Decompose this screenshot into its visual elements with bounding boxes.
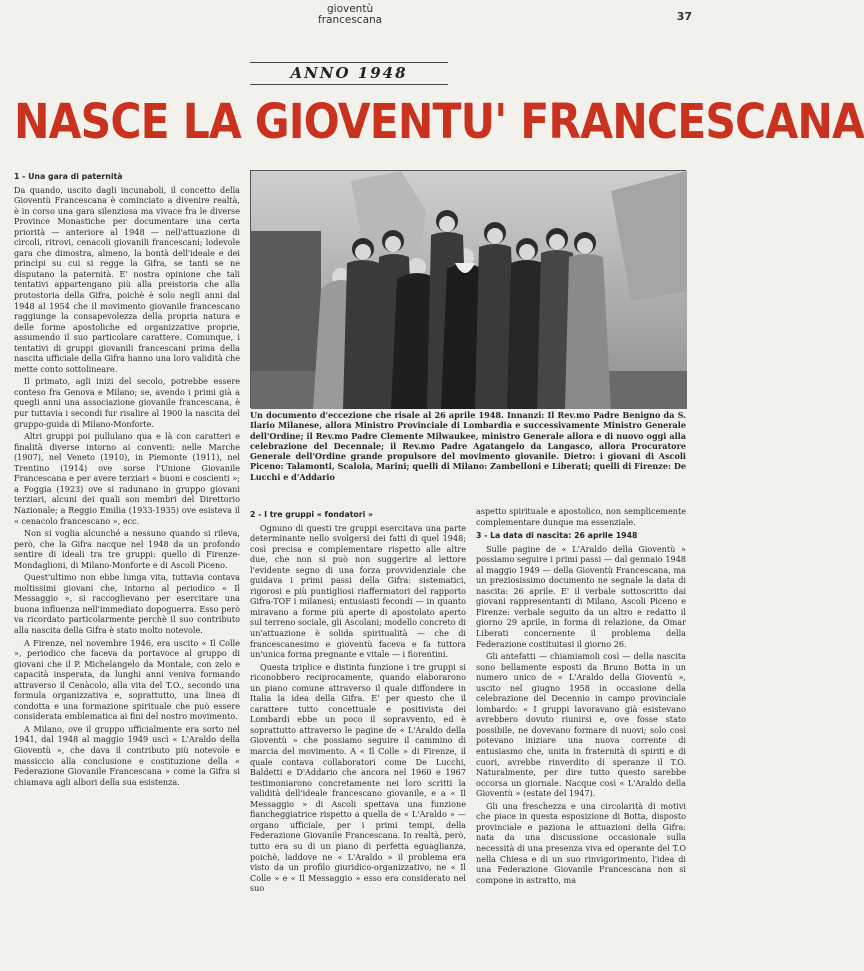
running-head: [318, 4, 382, 26]
column-1: [14, 168, 240, 966]
paragraph: A Milano, ove il gruppo ufficialmente era sorto nel 1941, dal 1948 al maggio 1949 uscì « L'Araldo della Gioventù », che dava il contributo più notevole e massiccio alla conclusione e costituzione della « Federazione Giovanile Francescana » come la Gifra si chiamava agli albori della sua esistenza.: [14, 723, 240, 787]
paragraph: Quest'ultimo non ebbe lunga vita, tuttavia contava moltissimi giovani che, intorno al periodico « Il Messaggio », si raccoglievano per esercitare una buona influenza nell'immediato dopoguerra. Esso però va ricordato particolarmente perchè il suo contributo alla nascita della Gifra è stato molto notevole.: [14, 572, 240, 635]
column-3: [476, 506, 686, 966]
section-heading-1: 1 - Una gara di paternità: [14, 172, 123, 181]
photo-image: [251, 171, 687, 409]
magazine-name-line2: francescana: [318, 14, 383, 26]
paragraph: Sulle pagine de « L'Araldo della Gioventù » possiamo seguire i primi passi — dal gennaio 1948 al maggio 1949 — della Gioventù Francescana, ma un preziosissimo documento ne segnale la data di nascita: 26 aprile. E' il verbale sottoscritto dai giovani rappresentanti di Milano, Ascoli Piceno e Firenze: verbale seguito da un altro e redatto il giorno 29 aprile, in forma di relazione, da Omar Liberati concernente il problema della Federazione costituitasi il giorno 26.: [476, 543, 686, 649]
article-headline: NASCE LA GIOVENTU' FRANCESCANA: [14, 94, 864, 150]
photo-caption: Un documento d'eccezione che risale al 26 aprile 1948. Innanzi: Il Rev.mo Padre Benigno da S. Ilario Milanese, allora Ministro Provinciale di Lombardia e successivamente Ministro Generale dell'Ordine; il Rev.mo Padre Clemente Milwaukee, ministro Generale allora e di nuovo oggi alla celebrazione del Decennale; il Rev.mo Padre Agatangelo da Langasco, allora Procuratore Generale dell'Ordine grande propulsore del movimento giovanile. Dietro: i giovani di Ascoli Piceno: Talamonti, Scalola, Marini; quelli di Milano: Zambelloni e Liberati; quelli di Firenze: De Lucchi e d'Addario: [250, 410, 686, 482]
paragraph: Gli una freschezza e una circolarità di motivi che piace in questa esposizione di Botta, disposto provinciale e paziona le attuazioni della Gifra: nata da una discussione occasionale sulla necessità di una presenza viva ed operante del T.O nella Chiesa e di un suo rinvigorimento, l'idea di una Federazione Giovanile Francescana non si compone in astratto, ma: [476, 800, 686, 885]
column-2: [250, 506, 466, 966]
year-banner: ANNO 1948: [290, 64, 408, 82]
paragraph: Non si voglia alcunché a nessuno quando si rileva, però, che la Gifra nacque nel 1948 da un profondo sentire di ideali tra tre gruppi: quello di Firenze-Mondaglioni, di Milano-Monforte e di Ascoli Piceno.: [14, 528, 240, 570]
paragraph-continuation: aspetto spirituale e apostolico, non semplicemente complementare dunque ma essenziale.: [476, 506, 686, 527]
paragraph: Altri gruppi poi pullulano qua e là con caratteri e finalità diverse intorno ai conventi: nelle Marche (1907), nel Veneto (1910), in Piemonte (1911), nel Trentino (1914) ove sorse l'Unione Giovanile Francescana e per avere terziari « buoni e coscienti »; a Foggia (1923) ove si radunano in gruppo giovani terziari, alcuni dei quali son membri del Direttorio Nazionale; a Reggio Emilia (1933-1935) ove esisteva il « cenacolo francescano », ecc.: [14, 431, 240, 526]
paragraph: Ognuno di questi tre gruppi esercitava una parte determinante nello svolgersi dei fatti di quel 1948; così precisa e complementare rispetto alle altre due, che non si può non suggerire al lettore l'evidente segno di una forza provvidenziale che guidava i primi passi della Gifra: sistematici, rigorosi e più puntigliosi riaffermatori del rapporto Gifra-TOF i milanesi; entusiasti fecondi — in quanto miravano a forme più aperte di apostolato aperto sul terreno sociale, gli Ascolani; modello concreto di un'attuazione è solida spiritualità — che di francescanesimo e gioventù faceva e fa tuttora un'unica forma pregnante e vitale — i fiorentini.: [250, 522, 466, 660]
paragraph: Il primato, agli inizi del secolo, potrebbe essere conteso fra Genova e Milano; se, avendo i primi già a quegli anni una associazione giovanile francescana, è pur tuttavia i secondi fur risalire al 1900 la nascita del gruppo-guida di Milano-Monforte.: [14, 376, 240, 429]
paragraph: A Firenze, nel novembre 1946, era uscito « Il Colle », periodico che faceva da portavoce al gruppo di giovani che il P. Michelangelo da Montale, con zelo e capacità insperata, da lunghi anni veniva formando attraverso il Cenàcolo, alla vita del T.O., secondo una formula organizzativa e, soprattutto, una linea di condotta e una formazione spirituale che può essere considerata emblematica ai fini del nostro movimento.: [14, 637, 240, 722]
page-number: 37: [676, 10, 692, 23]
paragraph: Da quando, uscito dagli incunaboli, il concetto della Gioventù Francescana è cominciato a divenire realtà, è in corso una gara silenziosa ma vivace fra le diverse Province Monastiche per documentare una certa priorità — anteriore al 1948 — nell'attuazione di circoli, ritrovi, cenacoli giovanili francescani; lodevole gara che dimostra, almeno, la bontà dell'ideale e dei princìpi su cui si regge la Gifra, se tanti se ne disputano la paternità. E' nostra opinione che tali tentativi appartengano più alla preistoria che alla protostoria della Gifra, poichè è solo negli anni dal 1948 al 1954 che il movimento giovanile francescano raggiunge la consapevolezza della propria natura e delle forme apostoliche ed organizzative proprie, assumendo il suo particolare carattere. Comunque, i tentativi di gruppi giovanili francescani prima della nascita ufficiale della Gifra hanno una loro validità che mette conto sottolineare.: [14, 184, 240, 374]
banner-rule-top: [250, 62, 448, 63]
section-heading-3: 3 - La data di nascita: 26 aprile 1948: [476, 531, 638, 541]
group-photograph: [250, 170, 686, 408]
paragraph: Questa triplice e distinta funzione i tre gruppi si riconobbero reciprocamente, quando elaborarono un piano comune attraverso il quale diffondere in Italia la idea della Gifra. E' per questo che il carattere tutto concettuale e positivista dei Lombardi ebbe un poco il sopravvento, ed è soprattutto attraverso le pagine de « L'Araldo della Gioventù » che possiamo seguire il cammino di marcia del movimento. A « Il Colle » di Firenze, il quale contava collaboratori come De Lucchi, Baldetti e D'Addario che ancora nel 1960 e 1967 testimoniarono concretamente nei loro scritti la validità dell'ideale francescano giovanile, e a « Il Messaggio » di Ascoli spettava una funzione fiancheggiatrice rispetto a quella de « L'Araldo » — organo ufficiale, per i primi tempi, della Federazione Giovanile Francescana. In realtà, però, tutto era su di un piano di perfetta eguaglianza, poichè, laddove ne « L'Araldo » il problema era visto da un profilo giuridico-organizzativo, ne « Il Colle » e « Il Messaggio » esso era considerato nel suo: [250, 661, 466, 894]
banner-rule-bottom: [250, 84, 448, 85]
paragraph: Gli antefatti — chiamiamoli così — della nascita sono bellamente esposti da Bruno Botta in un numero unico de « L'Araldo della Gioventù », uscito nel giugno 1958 in occasione della celebrazione del Decennio in campo provinciale lombardo: « I gruppi lavoravano già esistevano avrebbero dovuto riunirsi e, ove fosse stato possibile, ne dovevano formare di nuovi; solo così potevano iniziare una nuova corrente di entusiasmo che, unita in fraternità di spiriti e di cuori, avrebbe rinverdito di speranze il T.O. Naturalmente, per dire tutto questo sarebbe occorsa un giornale. Nacque così « L'Araldo della Gioventù » (estate del 1947).: [476, 651, 686, 799]
magazine-name-line1: gioventù: [327, 3, 374, 15]
section-heading-2: 2 - I tre gruppi « fondatori »: [250, 510, 374, 519]
